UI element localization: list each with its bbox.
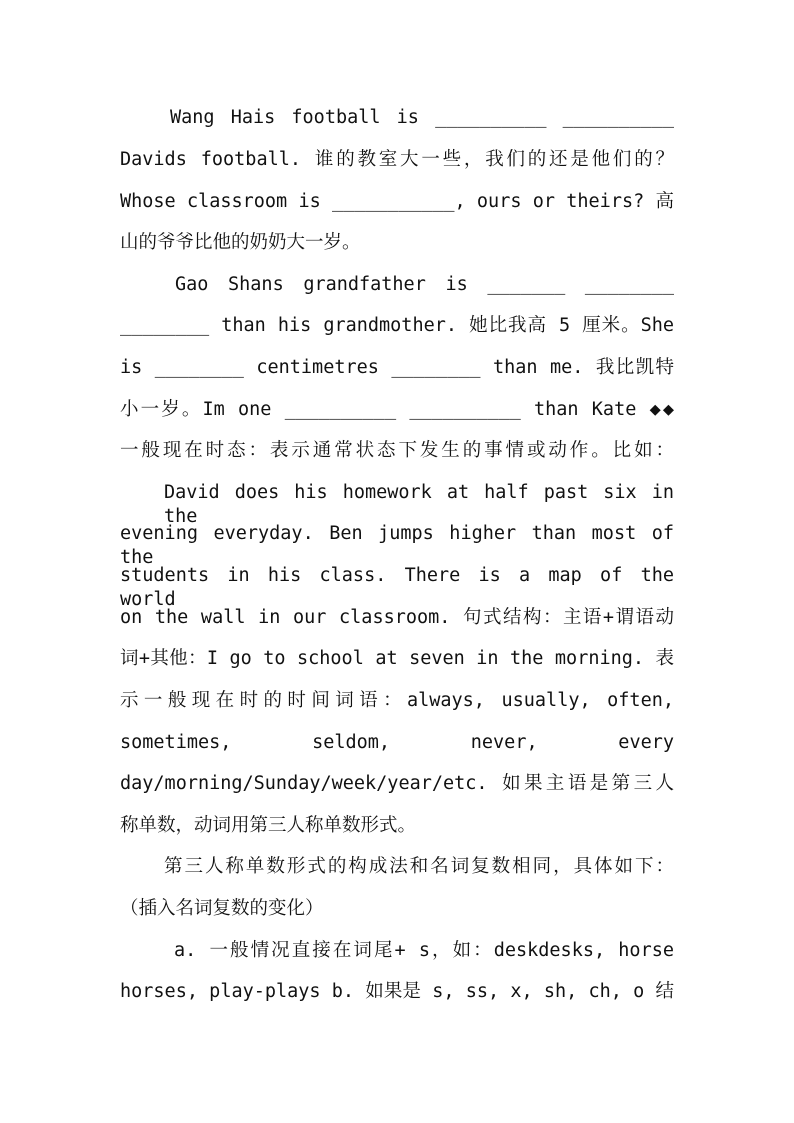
text-line-21: a. 一般情况直接在词尾+ s，如：deskdesks, horse [174,940,674,961]
text-line-17: day/morning/Sunday/week/year/etc. 如果主语是第三人 [120,773,674,794]
text-line-16: sometimes, seldom, never, every [120,732,674,753]
text-line-6: ________ than his grandmother. 她比我高 5 厘米。She [120,315,674,336]
text-line-2: Davids football. 谁的教室大一些，我们的还是他们的？ [120,149,674,170]
text-line-4: 山的爷爷比他的奶奶大一岁。 [120,232,361,253]
text-line-14: 词+其他：I go to school at seven in the morning. 表 [120,648,674,669]
text-line-8: 小一岁。Im one __________ __________ than Kate ◆◆ [120,399,674,420]
text-line-12: students in his class. There is a map of the world [120,565,674,610]
text-line-11: evening everyday. Ben jumps higher than most of the [120,523,674,568]
text-line-7: is ________ centimetres ________ than me. 我比凯特 [120,357,674,378]
text-line-20: （插入名词复数的变化） [120,898,324,919]
text-line-10: David does his homework at half past six in the [164,482,674,527]
text-line-3: Whose classroom is ___________, ours or theirs? 高 [120,191,674,212]
text-line-13: on the wall in our classroom. 句式结构：主语+谓语动 [120,607,674,628]
text-line-22: horses, play-plays b. 如果是 s, ss, x, sh, ch, o 结 [120,981,674,1002]
text-line-9: 一般现在时态：表示通常状态下发生的事情或动作。比如： [120,440,674,461]
text-line-15: 示一般现在时的时间词语：always, usually, often, [120,690,674,711]
text-line-19: 第三人称单数形式的构成法和名词复数相同，具体如下： [164,856,674,877]
text-line-1: Wang Hais football is __________ __________ [170,107,674,128]
text-line-18: 称单数，动词用第三人称单数形式。 [120,815,417,836]
text-line-5: Gao Shans grandfather is _______ ________ [175,274,674,295]
